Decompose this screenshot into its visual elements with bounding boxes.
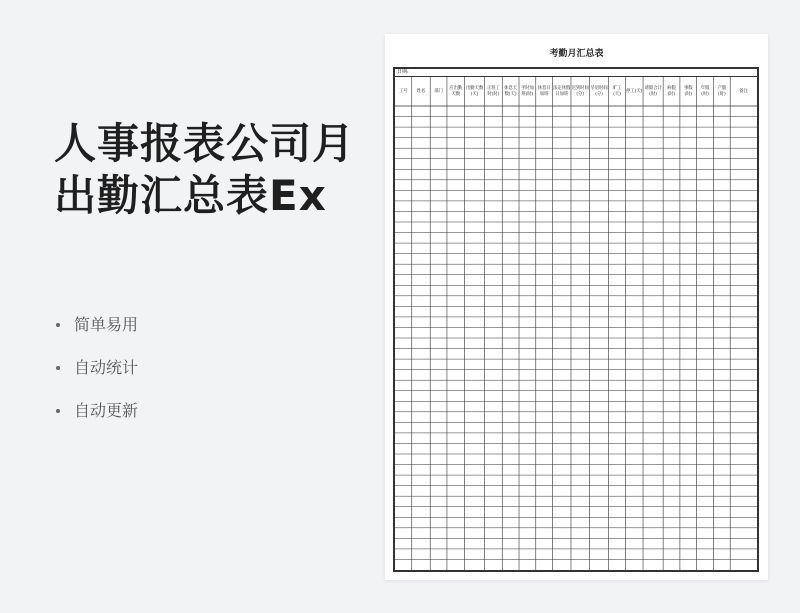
feature-item <box>56 399 138 442</box>
page-title <box>54 118 355 222</box>
column-header: 停工(天) <box>626 89 643 94</box>
column-header: 工号 <box>399 89 408 94</box>
bullet-icon <box>56 323 60 327</box>
column-header: 迟到时间(分) <box>571 86 589 97</box>
table-grid <box>395 76 757 570</box>
column-header: 事假(时) <box>683 86 693 97</box>
feature-item <box>56 313 138 356</box>
feature-item <box>56 356 138 399</box>
bullet-icon <box>56 409 60 413</box>
date-row: 日期: <box>395 69 757 77</box>
feature-label: 自动更新 <box>74 401 139 420</box>
feature-label: 自动统计 <box>74 358 139 377</box>
column-header: 休息日加班 <box>537 86 551 97</box>
attendance-table <box>393 67 759 572</box>
column-header: 病假(时) <box>667 86 676 97</box>
page-title-line-1: 人事报表公司月 <box>54 119 356 168</box>
column-header: 请假合计(时) <box>644 86 662 97</box>
bullet-icon <box>56 366 60 370</box>
column-header: 年假(时) <box>700 86 710 97</box>
column-header: 法定休假日加班 <box>553 86 571 97</box>
feature-label: 简单易用 <box>74 315 139 334</box>
spreadsheet-preview <box>385 34 768 580</box>
column-header: 部门 <box>434 89 443 94</box>
column-header: 休息天数(天) <box>504 86 518 97</box>
sheet-title: 考勤月汇总表 <box>549 49 604 59</box>
column-header: 应出勤天数 <box>449 86 463 97</box>
column-header: 姓名 <box>416 89 426 94</box>
column-header: 出勤天数(天) <box>466 86 484 97</box>
column-header: 旷工(天) <box>612 86 622 97</box>
page-title-line-2: 出勤汇总表Ex <box>54 171 327 220</box>
column-header: 备注 <box>739 89 748 94</box>
column-header: 产假(时) <box>717 86 727 97</box>
column-header: 平时加班(时) <box>520 86 534 97</box>
column-header: 正班工时(时) <box>487 86 500 97</box>
column-header: 早退时间(分) <box>590 86 608 97</box>
feature-list <box>56 313 138 442</box>
